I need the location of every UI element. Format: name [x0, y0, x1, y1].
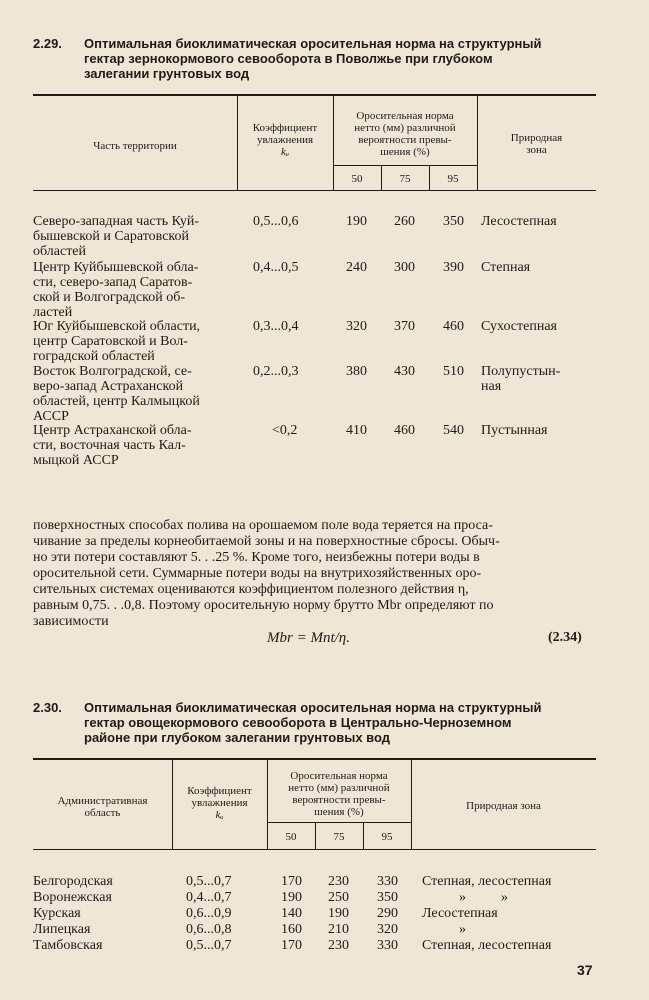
- table2-row-v50: 170: [281, 874, 302, 889]
- page-number: 37: [577, 962, 593, 978]
- table1-caption: [33, 36, 603, 84]
- table1-row-k: 0,4...0,5: [253, 260, 299, 275]
- table1-row-k: 0,3...0,4: [253, 319, 299, 334]
- table1-row-territory: Центр Астраханской обла- сти, восточная часть Кал- мыцкой АССР: [33, 423, 192, 468]
- table1-row-v75: 460: [394, 423, 415, 438]
- table1-row-territory: Северо-западная часть Куй- бышевской и Саратовской областей: [33, 214, 200, 259]
- table1-row-v50: 320: [346, 319, 367, 334]
- table2-header-region: Административная область: [57, 795, 148, 819]
- table2-row-v75: 230: [328, 938, 349, 953]
- table1-row-v95: 460: [443, 319, 464, 334]
- table2-header-coef: Коэффициент увлажнения kᵤ: [187, 785, 252, 821]
- table1-row-zone: Сухостепная: [481, 319, 557, 334]
- table1-row-zone: Полупустын- ная: [481, 364, 561, 394]
- table2-row-v50: 140: [281, 906, 302, 921]
- table2-row-zone: Степная, лесостепная: [422, 874, 552, 889]
- table1-header-bottom-rule: [33, 190, 596, 191]
- table2-row-k: 0,6...0,8: [186, 922, 232, 937]
- table2-title-line: Оптимальная биоклиматическая оросительная норма на структурный: [84, 700, 542, 715]
- table1-title-line: гектар зернокормового севооборота в Поволжье при глубоком: [84, 51, 493, 66]
- body-paragraph: поверхностных способах полива на орошаемом поле вода теряется на проса- чивание за пределы корнеобитаемой зоны и на поверхностные сбросы. Обыч- но эти потери составляют 5. . .25 %. Кроме того, неизбежны потери воды в оросительной сети. Суммарные потери воды на внутрихозяйственных оро- сительных системах оцениваются коэффициентом полезного действия η, равным 0,75. . .0,8. Поэтому оросительную норму брутто Mbr определяют по зависимости: [33, 518, 500, 629]
- table1-row-v50: 410: [346, 423, 367, 438]
- table2-subheader-rule: [267, 822, 411, 823]
- table1-row-v95: 350: [443, 214, 464, 229]
- table1-header-norm: Оросительная норма нетто (мм) различной вероятности превы- шения (%): [354, 110, 456, 158]
- table2-row-zone: »: [459, 922, 466, 937]
- table1-row-k: 0,2...0,3: [253, 364, 299, 379]
- table2-row-v75: 210: [328, 922, 349, 937]
- table2-row-zone: Лесостепная: [422, 906, 498, 921]
- table1-row-zone: Пустынная: [481, 423, 548, 438]
- table1-row-zone: Степная: [481, 260, 531, 275]
- table1-row-v75: 370: [394, 319, 415, 334]
- table2-row-v95: 330: [377, 938, 398, 953]
- equation-number: (2.34): [548, 630, 582, 645]
- table2-row-v50: 160: [281, 922, 302, 937]
- table1-row-k: <0,2: [272, 423, 298, 438]
- table1-header-p50: 50: [351, 173, 363, 185]
- table1-top-rule: [33, 94, 596, 96]
- table1-row-v75: 300: [394, 260, 415, 275]
- table2-header-bottom-rule: [33, 849, 596, 850]
- table2-row-v75: 190: [328, 906, 349, 921]
- table1-row-territory: Юг Куйбышевской области, центр Саратовской и Вол- гоградской областей: [33, 319, 201, 364]
- table2-row-v95: 320: [377, 922, 398, 937]
- table2-title-line: районе при глубоком залегании грунтовых вод: [84, 730, 391, 745]
- table1-row-k: 0,5...0,6: [253, 214, 299, 229]
- table1-row-v75: 430: [394, 364, 415, 379]
- table1-row-zone: Лесостепная: [481, 214, 557, 229]
- table1-header-p95: 95: [447, 173, 459, 185]
- table1-row-v95: 390: [443, 260, 464, 275]
- table2-header-p95: 95: [381, 831, 393, 843]
- table2-number: 2.30.: [33, 700, 62, 715]
- table2-row-v75: 230: [328, 874, 349, 889]
- table2-row-region: Липецкая: [33, 922, 91, 937]
- table2-row-v95: 330: [377, 874, 398, 889]
- table1-row-territory: Центр Куйбышевской обла- сти, северо-запад Саратов- ской и Волгоградской об- ластей: [33, 260, 199, 320]
- table2-header-p75: 75: [333, 831, 345, 843]
- table1-header-territory: Часть территории: [93, 140, 177, 152]
- table2-header-p50: 50: [285, 831, 297, 843]
- table1-row-v75: 260: [394, 214, 415, 229]
- table2-title-line: гектар овощекормового севооборота в Центрально-Черноземном: [84, 715, 512, 730]
- formula: Mbr = Mnt/η.: [267, 630, 350, 646]
- table1-header-p75: 75: [399, 173, 411, 185]
- table2-header-zone: Природная зона: [466, 800, 541, 812]
- table1-number: 2.29.: [33, 36, 62, 51]
- table2-header-norm: Оросительная норма нетто (мм) различной вероятности превы- шения (%): [288, 770, 390, 818]
- table1-row-v50: 190: [346, 214, 367, 229]
- table1-title-line: залегании грунтовых вод: [84, 66, 250, 81]
- table1-header-coef: Коэффициент увлажнения kᵤ: [252, 122, 318, 158]
- table2-top-rule: [33, 758, 596, 760]
- table1-subheader-rule: [333, 165, 477, 166]
- table2-row-v95: 290: [377, 906, 398, 921]
- table2-row-k: 0,5...0,7: [186, 938, 232, 953]
- table2-row-v75: 250: [328, 890, 349, 905]
- table2-row-k: 0,6...0,9: [186, 906, 232, 921]
- table2-row-k: 0,5...0,7: [186, 874, 232, 889]
- table1-title-line: Оптимальная биоклиматическая оросительная норма на структурный: [84, 36, 542, 51]
- table2-row-v50: 190: [281, 890, 302, 905]
- table1-row-v50: 240: [346, 260, 367, 275]
- table2-row-region: Белгородская: [33, 874, 113, 889]
- table1-row-v50: 380: [346, 364, 367, 379]
- table2-row-region: Курская: [33, 906, 81, 921]
- table2-caption: [33, 700, 603, 748]
- table1-row-territory: Восток Волгоградской, се- веро-запад Астраханской областей, центр Калмыцкой АССР: [33, 364, 200, 424]
- table2-row-v50: 170: [281, 938, 302, 953]
- table1-header-zone: Природная зона: [510, 132, 563, 156]
- table1-row-v95: 540: [443, 423, 464, 438]
- table2-row-region: Тамбовская: [33, 938, 103, 953]
- table2-row-zone: Степная, лесостепная: [422, 938, 552, 953]
- table2-row-region: Воронежская: [33, 890, 112, 905]
- table2-row-v95: 350: [377, 890, 398, 905]
- table2-row-k: 0,4...0,7: [186, 890, 232, 905]
- table1-row-v95: 510: [443, 364, 464, 379]
